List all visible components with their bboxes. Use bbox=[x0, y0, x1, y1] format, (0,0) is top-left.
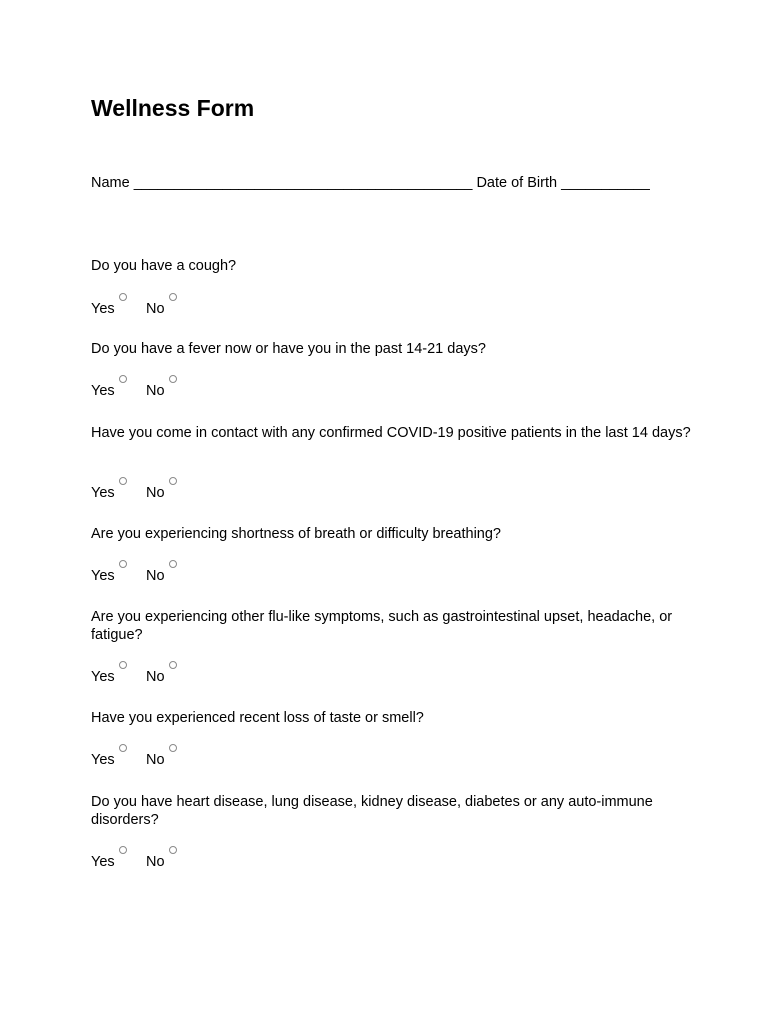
yes-option bbox=[91, 853, 115, 871]
yes-option bbox=[91, 751, 115, 769]
yes-option bbox=[91, 668, 115, 686]
yes-radio[interactable] bbox=[119, 375, 127, 383]
yes-option bbox=[91, 382, 115, 400]
question-text: Are you experiencing shortness of breath or difficulty breathing? bbox=[91, 526, 502, 542]
no-option bbox=[146, 484, 165, 502]
question-text: Are you experiencing other flu-like symptoms, such as gastrointestinal upset, headache, or fatigue? bbox=[91, 609, 673, 643]
question-text: Do you have a cough? bbox=[91, 258, 237, 274]
name-label: Name bbox=[91, 175, 130, 191]
yes-radio[interactable] bbox=[119, 661, 127, 669]
no-label: No bbox=[146, 669, 165, 685]
yes-radio[interactable] bbox=[119, 560, 127, 568]
no-label: No bbox=[146, 301, 165, 317]
yes-option bbox=[91, 567, 115, 585]
no-radio[interactable] bbox=[169, 560, 177, 568]
dob-field[interactable]: ___________ bbox=[557, 175, 650, 191]
no-radio[interactable] bbox=[169, 293, 177, 301]
question-text: Do you have a fever now or have you in the past 14-21 days? bbox=[91, 341, 486, 357]
no-radio[interactable] bbox=[169, 744, 177, 752]
no-label: No bbox=[146, 854, 165, 870]
no-option bbox=[146, 300, 165, 318]
yes-label: Yes bbox=[91, 485, 115, 501]
yes-radio[interactable] bbox=[119, 477, 127, 485]
no-radio[interactable] bbox=[169, 375, 177, 383]
yes-radio[interactable] bbox=[119, 846, 127, 854]
question-text: Do you have heart disease, lung disease, kidney disease, diabetes or any auto-immune disorders? bbox=[91, 794, 653, 828]
personal-info-line bbox=[91, 174, 650, 192]
yes-label: Yes bbox=[91, 301, 115, 317]
yes-label: Yes bbox=[91, 752, 115, 768]
no-label: No bbox=[146, 752, 165, 768]
page-title: Wellness Form bbox=[91, 95, 255, 121]
dob-label: Date of Birth bbox=[476, 175, 558, 191]
no-radio[interactable] bbox=[169, 846, 177, 854]
no-label: No bbox=[146, 568, 165, 584]
question-text: Have you come in contact with any confirmed COVID-19 positive patients in the last 14 days? bbox=[91, 425, 691, 441]
yes-label: Yes bbox=[91, 568, 115, 584]
yes-option bbox=[91, 484, 115, 502]
question-text: Have you experienced recent loss of taste or smell? bbox=[91, 710, 424, 726]
no-radio[interactable] bbox=[169, 661, 177, 669]
no-option bbox=[146, 853, 165, 871]
yes-radio[interactable] bbox=[119, 293, 127, 301]
name-field[interactable]: __________________________________________ bbox=[129, 175, 477, 191]
no-option bbox=[146, 668, 165, 686]
yes-option bbox=[91, 300, 115, 318]
yes-label: Yes bbox=[91, 669, 115, 685]
yes-radio[interactable] bbox=[119, 744, 127, 752]
no-option bbox=[146, 382, 165, 400]
yes-label: Yes bbox=[91, 383, 115, 399]
no-option bbox=[146, 751, 165, 769]
no-label: No bbox=[146, 485, 165, 501]
yes-label: Yes bbox=[91, 854, 115, 870]
no-label: No bbox=[146, 383, 165, 399]
no-radio[interactable] bbox=[169, 477, 177, 485]
no-option bbox=[146, 567, 165, 585]
